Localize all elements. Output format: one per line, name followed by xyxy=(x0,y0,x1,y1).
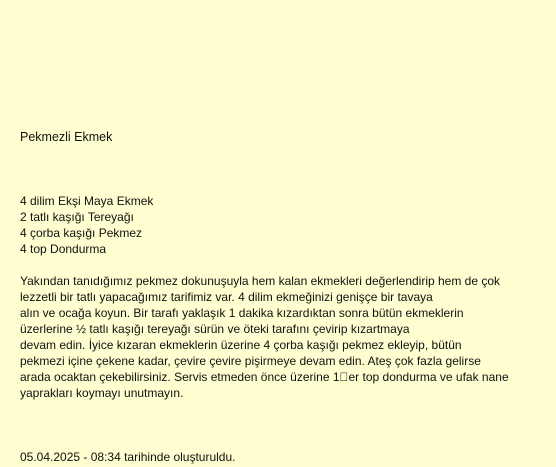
instruction-line: yaprakları koymayı unutmayın. xyxy=(20,386,184,400)
ingredient-item: 4 top Dondurma xyxy=(20,242,107,256)
instruction-line: lezzetli bir tatlı yapacağımız tarifimiz var. 4 dilim ekmeğinizi genişçe bir tavaya xyxy=(20,290,433,304)
instruction-line: devam edin. İyice kızaran ekmeklerin üzerine 4 çorba kaşığı pekmez ekleyip, bütün xyxy=(20,338,462,352)
created-timestamp: 05.04.2025 - 08:34 tarihinde oluşturuldu. xyxy=(20,450,236,464)
recipe-title: Pekmezli Ekmek xyxy=(20,130,113,144)
ingredient-item: 4 çorba kaşığı Pekmez xyxy=(20,226,143,240)
instruction-line: arada ocaktan çekebilirsiniz. Servis etmeden önce üzerine 1 er top dondurma ve ufak nane xyxy=(20,370,509,384)
ingredient-list xyxy=(20,193,153,257)
instruction-line: üzerlerine ½ tatlı kaşığı tereyağı sürün ve öteki tarafını çevirip kızartmaya xyxy=(20,322,410,336)
instruction-line: alın ve ocağa koyun. Bir tarafı yaklaşık 1 dakika kızardıktan sonra bütün ekmeklerin xyxy=(20,306,464,320)
ingredient-item: 2 tatlı kaşığı Tereyağı xyxy=(20,210,134,224)
instruction-line: Yakından tanıdığımız pekmez dokunuşuyla hem kalan ekmekleri değerlendirip hem de çok xyxy=(20,274,501,288)
recipe-instructions xyxy=(20,273,509,401)
instruction-line: pekmezi içine çekene kadar, çevire çevire pişirmeye devam edin. Ateş çok fazla gelirse xyxy=(20,354,481,368)
ingredient-item: 4 dilim Ekşi Maya Ekmek xyxy=(20,194,154,208)
